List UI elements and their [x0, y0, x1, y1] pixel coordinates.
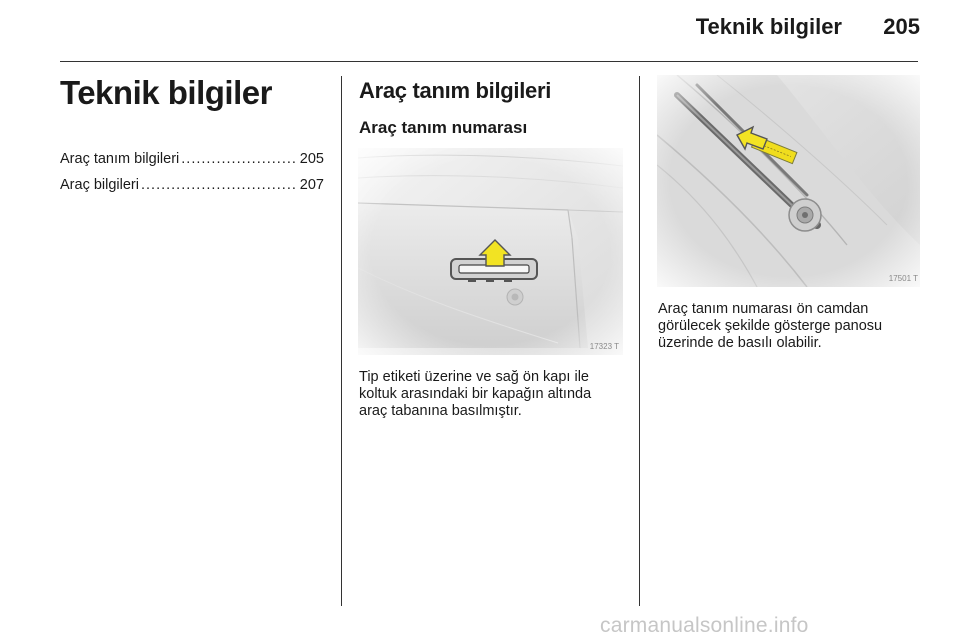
toc-entry-page: 207 — [299, 177, 324, 193]
figure-caption: Araç tanım numarası ön camdan görülecek şekilde gösterge panosu üzerinde de basılı olabilir. — [658, 301, 883, 351]
figure-floor-vin — [358, 148, 623, 355]
subsection-title: Araç tanım numarası — [359, 118, 528, 137]
section-title: Araç tanım bilgileri — [359, 78, 552, 103]
toc-entry[interactable] — [60, 151, 324, 177]
toc-entry[interactable] — [60, 177, 324, 203]
figure-caption: Tip etiketi üzerine ve sağ ön kapı ile koltuk arasındaki bir kapağın altında araç tabanına basılmıştır. — [359, 369, 592, 419]
toc-leader-dots — [181, 151, 298, 167]
header-rule — [60, 61, 918, 62]
watermark: carmanualsonline.info — [600, 614, 809, 637]
column-divider-1 — [341, 76, 342, 606]
page-number: 205 — [883, 14, 920, 39]
toc-leader-dots — [141, 177, 298, 193]
header-title: Teknik bilgiler — [695, 14, 842, 39]
table-of-contents — [60, 151, 324, 203]
toc-entry-label: Araç bilgileri — [60, 177, 139, 193]
toc-entry-page: 205 — [299, 151, 324, 167]
figure-code: 17323 T — [589, 342, 619, 351]
column-divider-2 — [639, 76, 640, 606]
floor-vin-illustration — [358, 148, 623, 355]
figure-code: 17501 T — [888, 274, 918, 283]
toc-entry-label: Araç tanım bilgileri — [60, 151, 180, 167]
figure-dashboard-vin — [657, 75, 920, 287]
chapter-title: Teknik bilgiler — [60, 74, 272, 111]
dashboard-vin-illustration — [657, 75, 920, 287]
